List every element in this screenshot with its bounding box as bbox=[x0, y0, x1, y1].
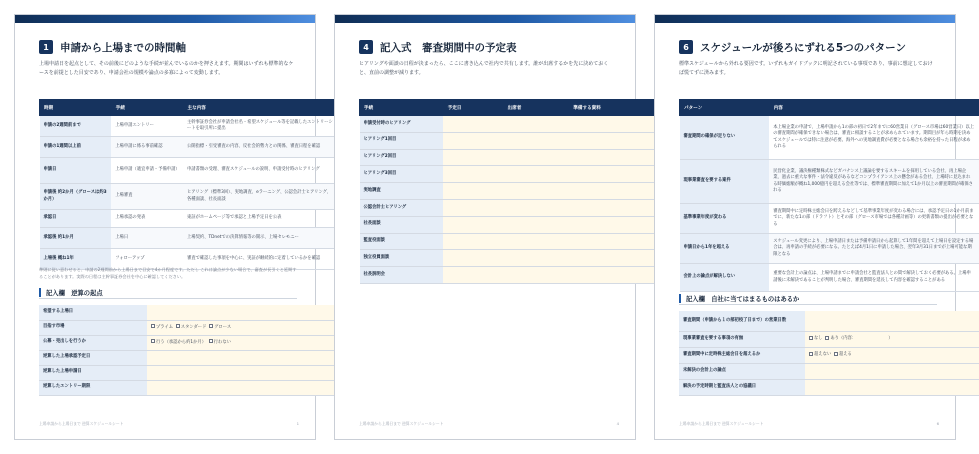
form-label: 現事業審査を要する事項の有無 bbox=[679, 331, 805, 347]
page-footer bbox=[359, 421, 619, 427]
section-title: 記入式 審査期間中の予定表 bbox=[380, 41, 517, 54]
section-heading bbox=[359, 39, 619, 55]
cell-period: 申請後 約2か月（グロースは約3か月） bbox=[40, 184, 112, 210]
form-label: 逆算したエントリー期限 bbox=[39, 380, 147, 395]
form-row bbox=[679, 363, 979, 379]
materials-field[interactable] bbox=[569, 267, 659, 284]
cell-content: 審査で確認した事項を中心に、実証が継続的に定着しているかを確認 bbox=[183, 249, 339, 270]
cell-content: 申請書類の受理、審査スケジュールの説明、申請受付時のヒアリング bbox=[183, 158, 339, 184]
page-footer bbox=[39, 421, 299, 427]
checkbox-exceed[interactable]: 超える bbox=[834, 352, 852, 357]
form-section-heading bbox=[39, 287, 297, 299]
form-row bbox=[39, 350, 339, 365]
page-number: 1 bbox=[296, 421, 299, 426]
intro-paragraph: 標準スケジュールから外れる要因です。いずれもガイドブックに明記されている事項であり、事前に想定しておけば慌てずに済みます。 bbox=[679, 61, 933, 76]
form-row bbox=[679, 379, 979, 395]
procedure-label: 社長面談 bbox=[360, 216, 444, 233]
cell-content: ヒアリング（標準3回）、実地調査、eラーニング、公認会計士ヒアリング、各種面談、社長面談 bbox=[183, 184, 339, 210]
procedure-label: 申請受付時のヒアリング bbox=[360, 116, 444, 133]
cell-period: 申請日 bbox=[40, 158, 112, 184]
table-row bbox=[360, 233, 659, 250]
pattern-label: 会計上の論点が解決しない bbox=[680, 264, 770, 292]
procedure-label: 独立役員面談 bbox=[360, 250, 444, 267]
cell-procedure: 上場申請（適宜申請・予備申請） bbox=[111, 158, 183, 184]
agm-checkbox-group bbox=[805, 347, 979, 363]
scheduled-date-field[interactable] bbox=[443, 250, 503, 267]
scheduled-date-field[interactable] bbox=[443, 132, 503, 149]
scheduled-date-field[interactable] bbox=[443, 233, 503, 250]
checkbox-exists[interactable]: あり（内容： ） bbox=[825, 336, 892, 341]
table-row bbox=[680, 116, 979, 160]
approval-date-field[interactable] bbox=[147, 350, 339, 365]
resolution-date-field[interactable] bbox=[805, 379, 979, 395]
page-footer bbox=[679, 421, 939, 427]
pattern-description: 本上場企業の申請で、上場申請から1の部の初日で2年までに60営業日（グロース市場は60営業日）以上の審査期間が確保できない場合は、審査に相談することが求められています。期間目が年ら時期を決めてスケジュールでは特に注意が必要。海外への実地調査費が必要となる場合も余裕を持った日程が求められる bbox=[769, 116, 978, 160]
pattern-description: スケジュール変更により、上場申請日または予備申請日から起算して1年間を超えて上場日を設定する場合は、再申請の手続が必要になる。たとえば4月1日に申請した場合、翌年3月31日までが上場可能な期限となる bbox=[769, 234, 978, 264]
attendees-field[interactable] bbox=[503, 116, 569, 133]
schedule-table bbox=[359, 99, 659, 284]
form-label: 公募・売出しを行うか bbox=[39, 335, 147, 350]
pattern-label: 審査期間の確保が足りない bbox=[680, 116, 770, 160]
cell-period: 承認後 約1か月 bbox=[40, 228, 112, 249]
checkbox-prime[interactable]: プライム bbox=[151, 325, 173, 330]
table-row bbox=[40, 116, 339, 137]
column-header: 主な内容 bbox=[183, 100, 339, 116]
cell-content: 東証がホームページ等で承認と上場予定日を公表 bbox=[183, 210, 339, 228]
pattern-description: 重要な会計上の論点は、上場申請までに申請会社と監査法人との間で解決しておく必要がある。上場申請後に未解決であることが判明した場合、審査期間を延長して内容を確認することがある bbox=[769, 264, 978, 292]
checkbox-not-exceed[interactable]: 超えない bbox=[809, 352, 831, 357]
column-header: 時期 bbox=[40, 100, 112, 116]
document-page-1 bbox=[14, 14, 333, 440]
form-section-title: 記入欄 逆算の起点 bbox=[46, 290, 103, 297]
checkbox-none[interactable]: なし bbox=[809, 336, 823, 341]
footnote: 準則に従い意わせると、申請の2週間前から上場日まで目安で4か月程度です。ただし これは論点が少ない場合で、審査が長引くと延期することがあります。実際の日程は主幹事証券会社を中心に確認してください。 bbox=[39, 267, 297, 279]
form-row bbox=[39, 305, 339, 320]
pattern-label: 現事業審査を要する案件 bbox=[680, 160, 770, 204]
form-row bbox=[679, 347, 979, 363]
column-header: 予定日 bbox=[443, 100, 503, 116]
intro-paragraph: 上場申請日を起点として、その前後にどのような手続が並んでいるのかを押さえます。期間はいずれも標準的なケースを前提とした目安であり、申請会社の規模や論点の多寡によって変動します。 bbox=[39, 61, 294, 76]
cell-procedure: 上場申請エントリー bbox=[111, 116, 183, 137]
accent-bar bbox=[679, 294, 681, 303]
cell-procedure: フォローアップ bbox=[111, 249, 183, 270]
checkbox-offering-no[interactable]: 行わない bbox=[209, 340, 231, 345]
form-row bbox=[679, 311, 979, 331]
table-row bbox=[360, 183, 659, 200]
accounting-issue-field[interactable] bbox=[805, 363, 979, 379]
pattern-description: 審査期間中に定時株主総会日を跨えるなどして基準事業年度が変わる場合には、承認予定日の1か月前までに、新たな1の部（ドラフト）とその部（グロース市場では各種計画等）の更新書類の提出が必要となる bbox=[769, 204, 978, 234]
scheduled-date-field[interactable] bbox=[443, 149, 503, 166]
table-row bbox=[360, 116, 659, 133]
cell-procedure: 上場日 bbox=[111, 228, 183, 249]
target-listing-date-field[interactable] bbox=[147, 305, 339, 320]
attendees-field[interactable] bbox=[503, 250, 569, 267]
materials-field[interactable] bbox=[569, 199, 659, 216]
column-header: 手続 bbox=[360, 100, 444, 116]
timeline-table bbox=[39, 99, 339, 270]
section-title: 申請から上場までの時間軸 bbox=[60, 41, 186, 54]
form-label: 審査期間中に定時株主総会日を超えるか bbox=[679, 347, 805, 363]
table-row bbox=[680, 234, 979, 264]
form-label: 希望する上場日 bbox=[39, 305, 147, 320]
form-label: 審査期間（申請から１の部初校了日まで）の営業日数 bbox=[679, 311, 805, 331]
special-review-checkbox-group bbox=[805, 331, 979, 347]
procedure-label: 実地調査 bbox=[360, 183, 444, 200]
procedure-label: ヒアリング1回目 bbox=[360, 132, 444, 149]
attendees-field[interactable] bbox=[503, 183, 569, 200]
review-days-field[interactable] bbox=[805, 311, 979, 331]
attendees-field[interactable] bbox=[503, 166, 569, 183]
cell-period: 申請の2週間前まで bbox=[40, 116, 112, 137]
page-header-bar bbox=[15, 15, 315, 23]
page-header-bar bbox=[335, 15, 635, 23]
attendees-field[interactable] bbox=[503, 132, 569, 149]
materials-field[interactable] bbox=[569, 132, 659, 149]
table-row bbox=[360, 149, 659, 166]
section-heading bbox=[679, 39, 939, 55]
section-number-badge: 1 bbox=[39, 40, 53, 54]
page-number: 6 bbox=[936, 421, 939, 426]
cell-procedure: 上場申請に係る事前確認 bbox=[111, 137, 183, 158]
materials-field[interactable] bbox=[569, 233, 659, 250]
form-row bbox=[39, 335, 339, 350]
materials-field[interactable] bbox=[569, 250, 659, 267]
procedure-label: ヒアリング3回目 bbox=[360, 166, 444, 183]
materials-field[interactable] bbox=[569, 116, 659, 133]
cell-content: 主幹事証券会社が申請会社名・希望スケジュール等を記載したエントリーシートを取引所に提出 bbox=[183, 116, 339, 137]
checkbox-growth[interactable]: グロース bbox=[209, 325, 231, 330]
entry-deadline-field[interactable] bbox=[147, 380, 339, 395]
attendees-field[interactable] bbox=[503, 149, 569, 166]
attendees-field[interactable] bbox=[503, 267, 569, 284]
column-header: 内容 bbox=[769, 100, 978, 116]
cell-content: 公開指標・引受審査の内容、反社会的勢力との関係、審査日程を確認 bbox=[183, 137, 339, 158]
market-checkbox-group bbox=[147, 320, 339, 335]
form-section-title: 記入欄 自社に当てはまるものはあるか bbox=[686, 296, 800, 303]
table-row bbox=[680, 264, 979, 292]
scheduled-date-field[interactable] bbox=[443, 267, 503, 284]
application-date-field[interactable] bbox=[147, 365, 339, 380]
table-row bbox=[360, 166, 659, 183]
materials-field[interactable] bbox=[569, 166, 659, 183]
column-header: 手続 bbox=[111, 100, 183, 116]
table-row bbox=[40, 184, 339, 210]
scheduled-date-field[interactable] bbox=[443, 116, 503, 133]
procedure-label: 公認会計士ヒアリング bbox=[360, 199, 444, 216]
page-header-bar bbox=[655, 15, 955, 23]
materials-field[interactable] bbox=[569, 149, 659, 166]
cell-procedure: 上場承認の発表 bbox=[111, 210, 183, 228]
page-number: 4 bbox=[616, 421, 619, 426]
procedure-label: 社長説明会 bbox=[360, 267, 444, 284]
form-row bbox=[679, 331, 979, 347]
pattern-label: 基準事業年度が変わる bbox=[680, 204, 770, 234]
procedure-label: ヒアリング2回目 bbox=[360, 149, 444, 166]
table-row bbox=[360, 267, 659, 284]
footer-title: 上場申請から上場日まで 逆算スケジュールシート bbox=[679, 421, 764, 426]
pattern-description: 民営化企業、議決権種類株式などガバナンス上議論を要するスキームを採用している会社、再上場企業、過去に重大な事件・法令違反があるなどコンプライアンス上の懸念がある会社、上場時に見込まれる時価総額が概ね1,000億円を超える会社等では、標準審査期間に加えて1か月以上の審査期間が確保される bbox=[769, 160, 978, 204]
pattern-label: 申請日から1年を超える bbox=[680, 234, 770, 264]
public-offering-checkbox-group bbox=[147, 335, 339, 350]
cell-period: 申請の1週間以上前 bbox=[40, 137, 112, 158]
table-row bbox=[680, 204, 979, 234]
table-row bbox=[360, 216, 659, 233]
column-header: 準備する資料 bbox=[569, 100, 659, 116]
footer-title: 上場申請から上場日まで 逆算スケジュールシート bbox=[359, 421, 444, 426]
form-label: 解決の予定時期と監査法人との協議日 bbox=[679, 379, 805, 395]
column-header: 出席者 bbox=[503, 100, 569, 116]
checkbox-standard[interactable]: スタンダード bbox=[176, 325, 207, 330]
scheduled-date-field[interactable] bbox=[443, 166, 503, 183]
table-row bbox=[360, 132, 659, 149]
table-row bbox=[40, 210, 339, 228]
input-form-table bbox=[39, 305, 339, 396]
table-row bbox=[40, 228, 339, 249]
cell-procedure: 上場審査 bbox=[111, 184, 183, 210]
self-check-form-table bbox=[679, 311, 979, 396]
accent-bar bbox=[39, 288, 41, 297]
materials-field[interactable] bbox=[569, 216, 659, 233]
column-header: パターン bbox=[680, 100, 770, 116]
cell-period: 上場後 概ね1年 bbox=[40, 249, 112, 270]
scheduled-date-field[interactable] bbox=[443, 216, 503, 233]
intro-paragraph: ヒアリングや面談の日程が決まったら、ここに書き込んで社内で共有します。誰が出席するかを先に決めておくと、直前の調整が減ります。 bbox=[359, 61, 609, 76]
form-label: 逆算した上場承認予定日 bbox=[39, 350, 147, 365]
scheduled-date-field[interactable] bbox=[443, 183, 503, 200]
document-page-6 bbox=[654, 14, 975, 440]
form-row bbox=[39, 365, 339, 380]
cell-period: 承認日 bbox=[40, 210, 112, 228]
form-row bbox=[39, 380, 339, 395]
materials-field[interactable] bbox=[569, 183, 659, 200]
footer-title: 上場申請から上場日まで 逆算スケジュールシート bbox=[39, 421, 124, 426]
cell-content: 上場契約、TDnetでの決算情報等の開示、上場セレモニー bbox=[183, 228, 339, 249]
checkbox-offering-yes[interactable]: 行う（承認から約1か月） bbox=[151, 340, 206, 345]
table-row bbox=[680, 160, 979, 204]
form-label: 逆算した上場申請日 bbox=[39, 365, 147, 380]
section-heading bbox=[39, 39, 299, 55]
table-row bbox=[360, 250, 659, 267]
form-section-heading bbox=[679, 293, 937, 305]
attendees-field[interactable] bbox=[503, 216, 569, 233]
form-label: 未解決の会計上の論点 bbox=[679, 363, 805, 379]
table-row bbox=[40, 137, 339, 158]
form-row bbox=[39, 320, 339, 335]
document-page-4 bbox=[334, 14, 636, 440]
table-row bbox=[40, 158, 339, 184]
attendees-field[interactable] bbox=[503, 233, 569, 250]
section-number-badge: 4 bbox=[359, 40, 373, 54]
attendees-field[interactable] bbox=[503, 199, 569, 216]
form-label: 目指す市場 bbox=[39, 320, 147, 335]
section-title: スケジュールが後ろにずれる5つのパターン bbox=[700, 41, 906, 54]
table-row bbox=[360, 199, 659, 216]
delay-patterns-table bbox=[679, 99, 979, 292]
procedure-label: 監査役面談 bbox=[360, 233, 444, 250]
section-number-badge: 6 bbox=[679, 40, 693, 54]
scheduled-date-field[interactable] bbox=[443, 199, 503, 216]
